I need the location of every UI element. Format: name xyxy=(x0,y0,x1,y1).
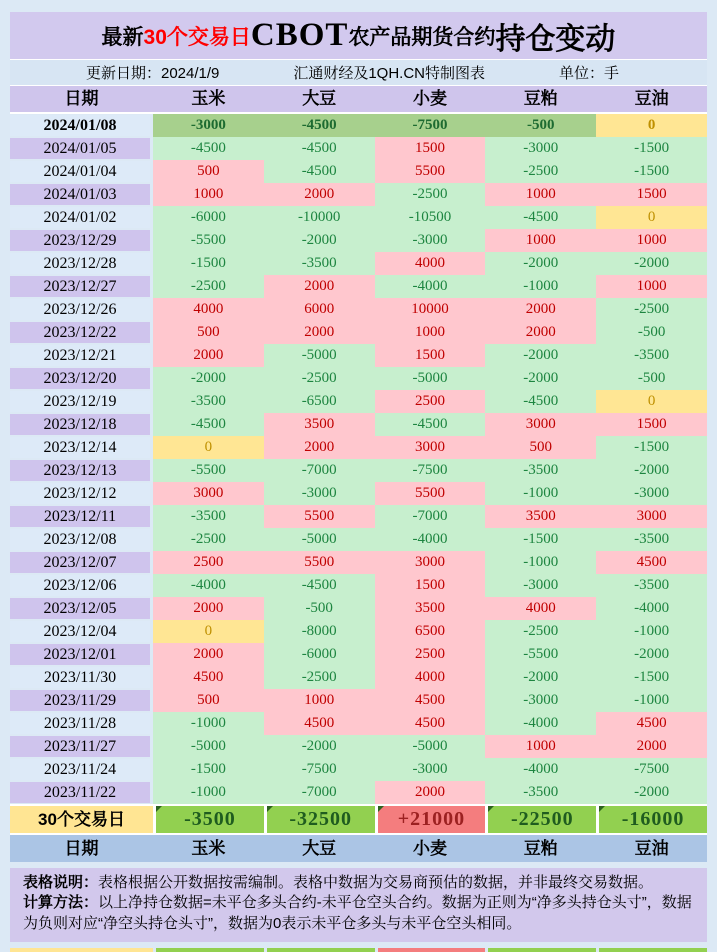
value-cell: -3000 xyxy=(596,482,707,505)
value-cell: -1000 xyxy=(153,712,264,735)
value-cell: -7500 xyxy=(264,758,375,781)
date-cell: 2023/12/08 xyxy=(10,528,153,551)
value-cell: 2000 xyxy=(264,321,375,344)
value-cell: -7500 xyxy=(375,459,486,482)
value-cell: 2000 xyxy=(153,344,264,367)
value-cell: -2000 xyxy=(596,252,707,275)
date-cell: 2023/12/11 xyxy=(10,505,153,528)
date-cell: 2023/12/29 xyxy=(10,229,153,252)
value-cell: 500 xyxy=(485,436,596,459)
corner-marker-icon xyxy=(488,806,494,812)
column-header-4: 豆粕 xyxy=(523,89,558,108)
value-cell: -3500 xyxy=(264,252,375,275)
table-row xyxy=(10,298,707,321)
title-highlight: 30个交易日 xyxy=(143,25,251,49)
value-cell: 4000 xyxy=(153,298,264,321)
table-row xyxy=(10,459,707,482)
update-date: 更新日期：2024/1/9 xyxy=(86,65,220,82)
value-cell: -8000 xyxy=(264,620,375,643)
calc-method-label: 计算方法： xyxy=(23,894,99,912)
value-cell: -2500 xyxy=(375,183,486,206)
value-cell: -500 xyxy=(485,114,596,137)
value-cell: 1000 xyxy=(596,229,707,252)
value-cell: -500 xyxy=(596,367,707,390)
value-cell: -1500 xyxy=(485,528,596,551)
value-cell: -2500 xyxy=(485,620,596,643)
value-cell: 4500 xyxy=(375,689,486,712)
value-cell: 1500 xyxy=(596,183,707,206)
value-cell: -3500 xyxy=(485,781,596,804)
date-cell: 2023/12/27 xyxy=(10,275,153,298)
table-row xyxy=(10,482,707,505)
date-cell: 2023/12/20 xyxy=(10,367,153,390)
value-cell: 2000 xyxy=(375,781,486,804)
value-cell: 0 xyxy=(596,206,707,229)
value-cell: -3500 xyxy=(153,390,264,413)
value-cell: -3000 xyxy=(153,114,264,137)
date-cell: 2023/12/26 xyxy=(10,298,153,321)
title-prefix: 最新 xyxy=(101,25,144,49)
column-header-4: 豆粕 xyxy=(523,839,558,858)
source-credit: 汇通财经及1QH.CN特制图表 xyxy=(293,65,486,82)
value-cell: -1000 xyxy=(485,482,596,505)
value-cell: 1000 xyxy=(485,229,596,252)
date-cell: 2023/12/05 xyxy=(10,597,153,620)
value-cell: -3500 xyxy=(153,505,264,528)
table-row xyxy=(10,574,707,597)
value-cell: -7000 xyxy=(375,505,486,528)
value-cell: -2000 xyxy=(485,367,596,390)
title-brand: CBOT xyxy=(250,17,349,53)
value-cell: 4500 xyxy=(596,551,707,574)
table-row xyxy=(10,413,707,436)
data-table-body xyxy=(10,114,707,804)
value-cell: 500 xyxy=(153,689,264,712)
summary-value-cell: +21000 xyxy=(378,806,486,833)
value-cell: 2000 xyxy=(153,643,264,666)
value-cell: -3000 xyxy=(264,482,375,505)
date-cell: 2023/12/01 xyxy=(10,643,153,666)
date-cell: 2023/12/07 xyxy=(10,551,153,574)
column-header-0: 日期 xyxy=(64,839,99,858)
value-cell: -4500 xyxy=(264,574,375,597)
table-row xyxy=(10,689,707,712)
value-cell: -1000 xyxy=(485,551,596,574)
value-cell: -7500 xyxy=(596,758,707,781)
table-row xyxy=(10,597,707,620)
value-cell: -3000 xyxy=(485,689,596,712)
value-cell: -2500 xyxy=(485,160,596,183)
value-cell: -1500 xyxy=(596,436,707,459)
value-cell: 2000 xyxy=(596,735,707,758)
value-cell: -2500 xyxy=(264,367,375,390)
value-cell: 4000 xyxy=(485,597,596,620)
value-cell: -10000 xyxy=(264,206,375,229)
value-cell: -3500 xyxy=(485,459,596,482)
value-cell: -4000 xyxy=(485,758,596,781)
value-cell: 1000 xyxy=(375,321,486,344)
value-cell: -5000 xyxy=(375,367,486,390)
strip-label-cell xyxy=(10,948,153,952)
title-middle: 农产品期货合约 xyxy=(348,25,496,49)
value-cell: 3500 xyxy=(375,597,486,620)
value-cell: -4500 xyxy=(264,137,375,160)
table-row xyxy=(10,643,707,666)
value-cell: -2000 xyxy=(596,643,707,666)
table-row xyxy=(10,620,707,643)
value-cell: -5500 xyxy=(153,459,264,482)
strip-value-cell xyxy=(488,948,596,952)
value-cell: -4500 xyxy=(264,160,375,183)
value-cell: -2000 xyxy=(596,459,707,482)
page-title xyxy=(10,12,707,60)
value-cell: -500 xyxy=(264,597,375,620)
value-cell: -6000 xyxy=(264,643,375,666)
table-row xyxy=(10,505,707,528)
cutoff-summary-strip xyxy=(10,948,707,952)
value-cell: -4000 xyxy=(485,712,596,735)
value-cell: -4000 xyxy=(375,528,486,551)
table-row xyxy=(10,551,707,574)
value-cell: -2500 xyxy=(153,275,264,298)
value-cell: 2000 xyxy=(264,436,375,459)
value-cell: -5000 xyxy=(153,735,264,758)
table-row xyxy=(10,252,707,275)
table-row xyxy=(10,666,707,689)
date-cell: 2024/01/05 xyxy=(10,137,153,160)
column-header-2: 大豆 xyxy=(302,839,337,858)
value-cell: 0 xyxy=(596,114,707,137)
date-cell: 2023/11/24 xyxy=(10,758,153,781)
date-cell: 2024/01/02 xyxy=(10,206,153,229)
date-cell: 2023/11/29 xyxy=(10,689,153,712)
value-cell: 3000 xyxy=(375,551,486,574)
table-row xyxy=(10,206,707,229)
corner-marker-icon xyxy=(267,806,273,812)
summary-value-cell: -32500 xyxy=(267,806,375,833)
value-cell: -4500 xyxy=(153,413,264,436)
value-cell: 1000 xyxy=(264,689,375,712)
date-cell: 2023/12/21 xyxy=(10,344,153,367)
column-header-row xyxy=(10,86,707,114)
value-cell: 1000 xyxy=(485,183,596,206)
value-cell: 2000 xyxy=(153,597,264,620)
value-cell: -3000 xyxy=(375,229,486,252)
value-cell: -5000 xyxy=(264,344,375,367)
value-cell: 5500 xyxy=(375,160,486,183)
value-cell: -1500 xyxy=(596,137,707,160)
column-header-5: 豆油 xyxy=(634,89,669,108)
column-header-1: 玉米 xyxy=(191,89,226,108)
value-cell: -6500 xyxy=(264,390,375,413)
value-cell: 3500 xyxy=(485,505,596,528)
value-cell: 10000 xyxy=(375,298,486,321)
table-row xyxy=(10,436,707,459)
table-row xyxy=(10,781,707,804)
value-cell: 2500 xyxy=(375,390,486,413)
value-cell: 1500 xyxy=(375,137,486,160)
value-cell: -2000 xyxy=(264,229,375,252)
value-cell: -7000 xyxy=(264,459,375,482)
value-cell: -1500 xyxy=(153,758,264,781)
value-cell: -1000 xyxy=(596,689,707,712)
value-cell: -500 xyxy=(596,321,707,344)
summary-value-cell: -3500 xyxy=(156,806,264,833)
summary-label: 30个交易日 xyxy=(10,806,153,833)
value-cell: -1500 xyxy=(596,666,707,689)
value-cell: 0 xyxy=(596,390,707,413)
value-cell: -4500 xyxy=(485,206,596,229)
strip-value-cell xyxy=(599,948,707,952)
value-cell: -5000 xyxy=(375,735,486,758)
table-row xyxy=(10,367,707,390)
table-row xyxy=(10,735,707,758)
value-cell: 2000 xyxy=(264,183,375,206)
value-cell: 6500 xyxy=(375,620,486,643)
value-cell: 2500 xyxy=(153,551,264,574)
value-cell: 5500 xyxy=(375,482,486,505)
value-cell: -2500 xyxy=(596,298,707,321)
strip-value-cell xyxy=(378,948,486,952)
corner-marker-icon xyxy=(378,806,384,812)
value-cell: -4000 xyxy=(375,275,486,298)
table-row xyxy=(10,712,707,735)
value-cell: 4500 xyxy=(375,712,486,735)
value-cell: -3000 xyxy=(485,137,596,160)
value-cell: -1500 xyxy=(153,252,264,275)
value-cell: 4000 xyxy=(375,666,486,689)
value-cell: -6000 xyxy=(153,206,264,229)
corner-marker-icon xyxy=(599,806,605,812)
value-cell: -3500 xyxy=(596,574,707,597)
column-header-0: 日期 xyxy=(64,89,99,108)
value-cell: 0 xyxy=(153,620,264,643)
table-row xyxy=(10,528,707,551)
value-cell: -4000 xyxy=(596,597,707,620)
value-cell: -3500 xyxy=(596,344,707,367)
footer-notes xyxy=(10,868,707,942)
value-cell: 4500 xyxy=(264,712,375,735)
value-cell: -4500 xyxy=(153,137,264,160)
value-cell: -5500 xyxy=(485,643,596,666)
summary-value-cell: -16000 xyxy=(599,806,707,833)
table-row xyxy=(10,758,707,781)
table-row xyxy=(10,160,707,183)
date-cell: 2024/01/08 xyxy=(10,114,153,137)
value-cell: -2000 xyxy=(485,344,596,367)
summary-row xyxy=(10,804,707,833)
value-cell: -2000 xyxy=(153,367,264,390)
value-cell: 1500 xyxy=(375,344,486,367)
column-header-3: 小麦 xyxy=(412,839,447,858)
value-cell: -3000 xyxy=(485,574,596,597)
value-cell: 3500 xyxy=(264,413,375,436)
value-cell: 5500 xyxy=(264,505,375,528)
date-cell: 2023/12/13 xyxy=(10,459,153,482)
table-row xyxy=(10,275,707,298)
table-row xyxy=(10,390,707,413)
date-cell: 2023/11/27 xyxy=(10,735,153,758)
table-note-label: 表格说明： xyxy=(23,874,99,891)
date-cell: 2023/12/28 xyxy=(10,252,153,275)
value-cell: -2000 xyxy=(485,252,596,275)
table-row xyxy=(10,137,707,160)
value-cell: 500 xyxy=(153,321,264,344)
calc-method: 计算方法：以上净持仓数据=未平仓多头合约-未平仓空头合约。数据为正则为“净多头持仓头寸”，数据为负则对应“净空头持仓头寸”，数据为0表示未平仓多头与未平仓空头相同。 xyxy=(23,894,692,932)
value-cell: 4500 xyxy=(153,666,264,689)
value-cell: 1500 xyxy=(596,413,707,436)
value-cell: 4500 xyxy=(596,712,707,735)
value-cell: 0 xyxy=(153,436,264,459)
table-row xyxy=(10,344,707,367)
value-cell: -3500 xyxy=(596,528,707,551)
summary-value-cell: -22500 xyxy=(488,806,596,833)
value-cell: 1000 xyxy=(485,735,596,758)
strip-value-cell xyxy=(267,948,375,952)
value-cell: -4000 xyxy=(153,574,264,597)
table-row xyxy=(10,114,707,137)
column-header-1: 玉米 xyxy=(191,839,226,858)
value-cell: -7000 xyxy=(264,781,375,804)
column-header-3: 小麦 xyxy=(412,89,447,108)
date-cell: 2023/12/06 xyxy=(10,574,153,597)
value-cell: 2000 xyxy=(485,298,596,321)
value-cell: 2500 xyxy=(375,643,486,666)
date-cell: 2023/11/28 xyxy=(10,712,153,735)
table-row xyxy=(10,229,707,252)
value-cell: 1000 xyxy=(153,183,264,206)
value-cell: -2000 xyxy=(485,666,596,689)
value-cell: -1000 xyxy=(153,781,264,804)
value-cell: -5500 xyxy=(153,229,264,252)
value-cell: 1500 xyxy=(375,574,486,597)
date-cell: 2024/01/03 xyxy=(10,183,153,206)
value-cell: -4500 xyxy=(375,413,486,436)
title-emphasis: 持仓变动 xyxy=(495,22,616,56)
date-cell: 2023/12/04 xyxy=(10,620,153,643)
meta-row xyxy=(10,60,707,86)
value-cell: 2000 xyxy=(485,321,596,344)
unit-label: 单位：手 xyxy=(558,65,619,82)
bottom-header-row xyxy=(10,833,707,862)
value-cell: -2500 xyxy=(264,666,375,689)
value-cell: -1000 xyxy=(485,275,596,298)
date-cell: 2023/12/14 xyxy=(10,436,153,459)
value-cell: 3000 xyxy=(153,482,264,505)
value-cell: 5500 xyxy=(264,551,375,574)
date-cell: 2024/01/04 xyxy=(10,160,153,183)
strip-value-cell xyxy=(156,948,264,952)
value-cell: 3000 xyxy=(375,436,486,459)
value-cell: -2000 xyxy=(596,781,707,804)
date-cell: 2023/12/18 xyxy=(10,413,153,436)
value-cell: 2000 xyxy=(264,275,375,298)
value-cell: -1000 xyxy=(596,620,707,643)
date-cell: 2023/12/12 xyxy=(10,482,153,505)
value-cell: -3000 xyxy=(375,758,486,781)
date-cell: 2023/12/19 xyxy=(10,390,153,413)
date-cell: 2023/12/22 xyxy=(10,321,153,344)
table-note: 表格说明：表格根据公开数据按需编制。表格中数据为交易商预估的数据，并非最终交易数据。 xyxy=(23,874,654,891)
corner-marker-icon xyxy=(156,806,162,812)
value-cell: -4500 xyxy=(264,114,375,137)
value-cell: 6000 xyxy=(264,298,375,321)
value-cell: 3000 xyxy=(485,413,596,436)
value-cell: -10500 xyxy=(375,206,486,229)
value-cell: 500 xyxy=(153,160,264,183)
table-row xyxy=(10,183,707,206)
value-cell: -2500 xyxy=(153,528,264,551)
value-cell: -2000 xyxy=(264,735,375,758)
value-cell: -1500 xyxy=(596,160,707,183)
value-cell: 4000 xyxy=(375,252,486,275)
value-cell: 1000 xyxy=(596,275,707,298)
date-cell: 2023/11/30 xyxy=(10,666,153,689)
column-header-5: 豆油 xyxy=(634,839,669,858)
value-cell: -7500 xyxy=(375,114,486,137)
value-cell: -5000 xyxy=(264,528,375,551)
column-header-2: 大豆 xyxy=(302,89,337,108)
table-row xyxy=(10,321,707,344)
date-cell: 2023/11/22 xyxy=(10,781,153,804)
value-cell: -4500 xyxy=(485,390,596,413)
value-cell: 3000 xyxy=(596,505,707,528)
